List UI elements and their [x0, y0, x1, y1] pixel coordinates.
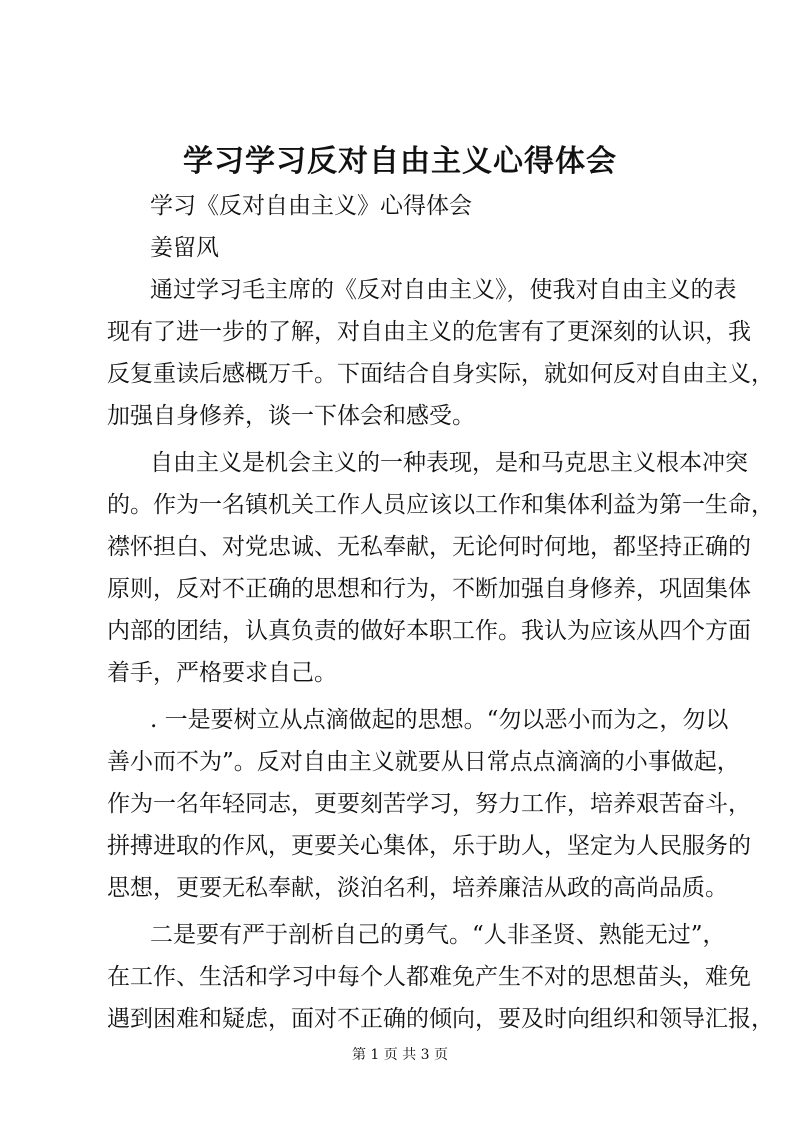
page-footer: 第 1 页 共 3 页 — [351, 1047, 449, 1063]
author-line: 姜留风 — [150, 235, 219, 261]
document-title: 学习学习反对自由主义心得体会 — [183, 144, 617, 179]
body-line: 反复重读后感概万千。下面结合自身实际，就如何反对自由主义， — [107, 361, 774, 387]
body-line: 善小而不为”。反对自由主义就要从日常点点滴滴的小事做起， — [107, 749, 740, 775]
body-line: 遇到困难和疑虑，面对不正确的倾向，要及时向组织和领导汇报， — [107, 1006, 774, 1032]
body-line: 自由主义是机会主义的一种表现，是和马克思主义根本冲突 — [150, 450, 748, 476]
body-line: 的。作为一名镇机关工作人员应该以工作和集体利益为第一生命， — [107, 492, 774, 518]
body-line: 加强自身修养，谈一下体会和感受。 — [107, 403, 475, 429]
body-line: 襟怀担白、对党忠诚、无私奉献，无论何时何地，都坚持正确的 — [107, 534, 751, 560]
body-line: 着手，严格要求自己。 — [107, 660, 337, 686]
body-line: 作为一名年轻同志，更要刻苦学习，努力工作，培养艰苦奋斗， — [107, 791, 751, 817]
subtitle-line: 学习《反对自由主义》心得体会 — [150, 193, 472, 219]
body-line: . 一是要树立从点滴做起的思想。“勿以恶小而为之，勿以 — [150, 707, 729, 733]
body-line: 思想，更要无私奉献，淡泊名利，培养廉洁从政的高尚品质。 — [107, 875, 728, 901]
body-line: 二是要有严于剖析自己的勇气。“人非圣贤、熟能无过”， — [150, 922, 726, 948]
body-line: 现有了进一步的了解，对自由主义的危害有了更深刻的认识，我 — [107, 319, 751, 345]
body-line: 原则，反对不正确的思想和行为，不断加强自身修养，巩固集体 — [107, 576, 751, 602]
body-line: 内部的团结，认真负责的做好本职工作。我认为应该从四个方面 — [107, 618, 751, 644]
body-line: 通过学习毛主席的《反对自由主义》，使我对自由主义的表 — [150, 277, 737, 303]
body-line: 在工作、生活和学习中每个人都难免产生不对的思想苗头，难免 — [107, 964, 751, 990]
body-line: 拼搏进取的作风，更要关心集体，乐于助人，坚定为人民服务的 — [107, 833, 751, 859]
